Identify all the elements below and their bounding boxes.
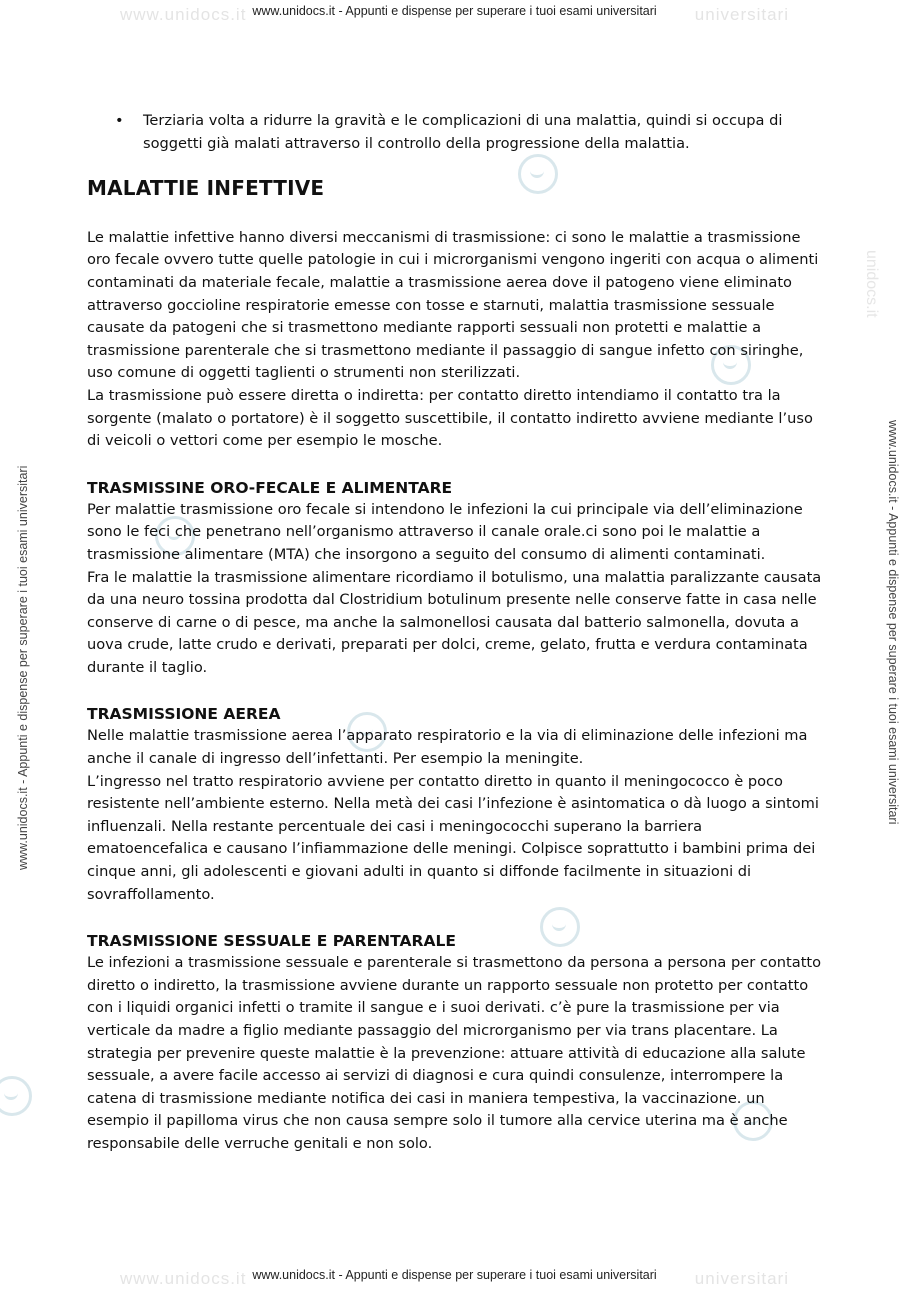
paragraph: Fra le malattie la trasmissione alimentare ricordiamo il botulismo, una malattia paralizzante causata da una neuro tossina prodotta dal Clostridium botulinum presente nelle conserve fatte in casa nelle conserve di carne o di pesce, ma anche la salmonellosi causata dal batterio salmonella, dovuta a uova crude, latte crudo e derivati, preparati per dolci, creme, gelato, frutta e verdura contaminata durante il taglio. bbox=[87, 568, 822, 676]
footer-ghost-left: www.unidocs.it bbox=[120, 1269, 247, 1288]
paragraph: Le malattie infettive hanno diversi meccanismi di trasmissione: ci sono le malattie a trasmissione oro fecale ovvero tutte quelle patologie in cui i microrganismi vengono ingeriti con acqua o alimenti contaminati da materiale fecale, malattie a trasmissione aerea dove il patogeno viene eliminato attraverso goccioline respiratorie emesse con tosse e starnuti, malattia trasmissione sessuale causate da patogeni che si trasmettono mediante rapporti sessuali non protetti e malattie a trasmissione parenterale che si trasmettono mediante il passaggio di sangue infetto con siringhe, uso comune di oggetti taglienti o strumenti non sterilizzati. bbox=[87, 228, 819, 382]
paragraph: Le infezioni a trasmissione sessuale e parenterale si trasmettono da persona a persona per contatto diretto o indiretto, la trasmissione avviene durante un rapporto sessuale non protetto per contatto con i liquidi organici infetti o tramite il sangue e i suoi derivati. c’è pure la trasmissione per via verticale da madre a figlio mediante passaggio del microrganismo per via trans placentare. La strategia per prevenire queste malattie è la prevenzione: attuare attività di educazione alla salute sessuale, a avere facile accesso ai servizi di diagnosi e cura quindi consulenze, interrompere la catena di trasmissione mediante notifica dei casi in maniera tempestiva, la vaccinazione. un esempio il papilloma virus che non causa sempre solo il tumore alla cervice uterina ma è anche responsabile delle verruche genitali e non solo. bbox=[87, 954, 822, 1152]
left-side-watermark bbox=[16, 466, 30, 870]
right-side-ghost bbox=[862, 250, 880, 318]
header-ghost-left: www.unidocs.it bbox=[120, 5, 247, 24]
bullet-text: Terziaria volta a ridurre la gravità e le complicazioni di una malattia, quindi si occupa di soggetti già malati attraverso il controllo della progressione della malattia. bbox=[143, 112, 783, 152]
paragraph: L’ingresso nel tratto respiratorio avviene per contatto diretto in quanto il meningococco è poco resistente nell’ambiente esterno. Nella metà dei casi l’infezione è asintomatica o dà luogo a sintomi influenzali. Nella restante percentuale dei casi i meningococchi superano la barriera ematoencefalica e causano l’infiammazione delle meningi. Colpisce soprattutto i bambini prima dei cinque anni, gli adolescenti e giovani adulti in quanto si diffonde facilmente in situazioni di sovraffollamento. bbox=[87, 772, 819, 903]
bullet-item bbox=[87, 110, 827, 155]
page-footer bbox=[0, 1268, 909, 1288]
page-header bbox=[0, 4, 909, 24]
section-title-oro-fecale: TRASMISSINE ORO-FECALE E ALIMENTARE bbox=[87, 478, 453, 497]
header-text[interactable]: www.unidocs.it - Appunti e dispense per superare i tuoi esami universitari bbox=[252, 4, 657, 18]
unidocs-logo-watermark-icon bbox=[0, 1076, 32, 1116]
section-title-sessuale: TRASMISSIONE SESSUALE E PARENTARALE bbox=[87, 932, 456, 951]
bullet-marker: • bbox=[115, 112, 124, 129]
paragraph: Per malattie trasmissione oro fecale si intendono le infezioni la cui principale via dell’eliminazione sono le feci che penetrano nell’organismo attraverso il canale orale.ci sono poi le malattie a trasmissione alimentare (MTA) che insorgono a seguito del consumo di alimenti contaminati. bbox=[87, 500, 803, 563]
right-side-watermark bbox=[886, 420, 900, 825]
section-title-aerea: TRASMISSIONE AEREA bbox=[87, 705, 281, 724]
paragraph: Nelle malattie trasmissione aerea l’apparato respiratorio e la via di eliminazione delle infezioni ma anche il canale di ingresso dell’infettanti. Per esempio la meningite. bbox=[87, 727, 808, 768]
section-title-malattie-infettive: MALATTIE INFETTIVE bbox=[87, 176, 325, 201]
right-side-ghost-text: unidocs.it bbox=[863, 250, 880, 318]
right-side-text: www.unidocs.it - Appunti e dispense per superare i tuoi esami universitari bbox=[886, 420, 900, 825]
paragraph: La trasmissione può essere diretta o indiretta: per contatto diretto intendiamo il contatto tra la sorgente (malato o portatore) è il soggetto suscettibile, il contatto indiretto avviene mediante l’uso di veicoli o vettori come per esempio le mosche. bbox=[87, 386, 813, 450]
footer-text[interactable]: www.unidocs.it - Appunti e dispense per superare i tuoi esami universitari bbox=[252, 1268, 657, 1282]
document-body bbox=[87, 110, 827, 1156]
left-side-text: www.unidocs.it - Appunti e dispense per superare i tuoi esami universitari bbox=[16, 465, 30, 870]
footer-ghost-right: universitari bbox=[694, 1269, 789, 1288]
header-ghost-right: universitari bbox=[694, 5, 789, 24]
